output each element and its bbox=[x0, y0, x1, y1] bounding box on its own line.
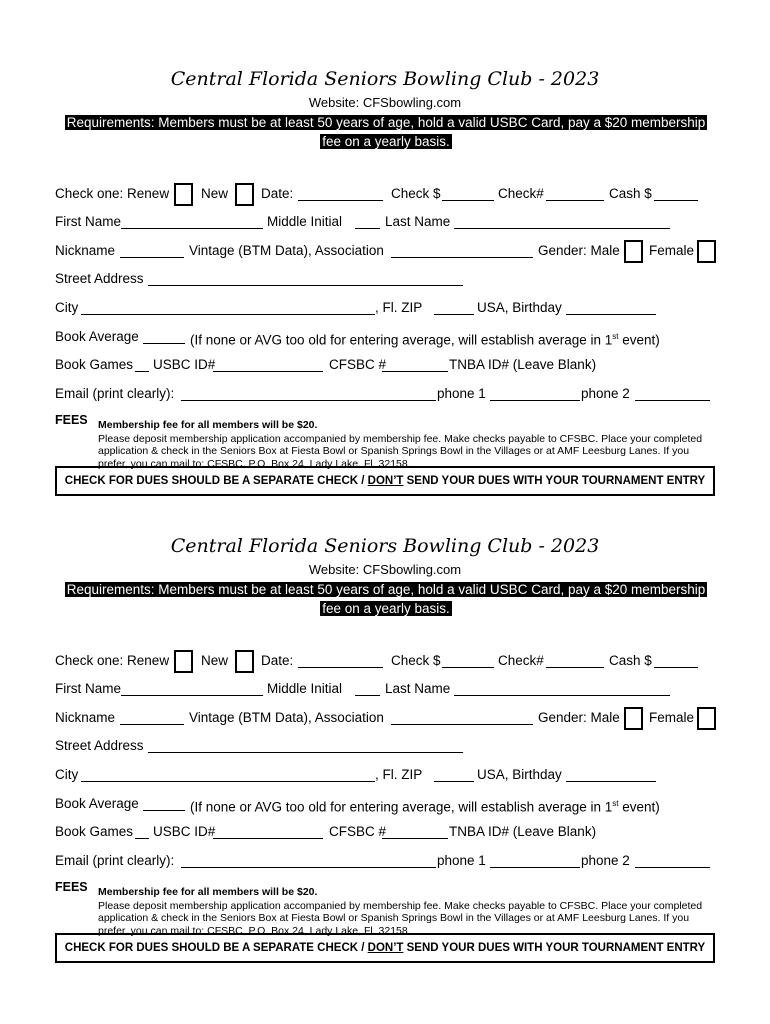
nickname-label: Nickname bbox=[55, 710, 116, 725]
birthday-field[interactable] bbox=[566, 767, 656, 782]
association-field[interactable] bbox=[391, 710, 533, 725]
street-field[interactable] bbox=[148, 738, 463, 753]
check-amount-field[interactable] bbox=[442, 186, 494, 201]
gender-male-label: Gender: Male bbox=[538, 710, 620, 725]
cfsbc-field[interactable] bbox=[382, 357, 448, 372]
last-name-label: Last Name bbox=[385, 681, 451, 696]
city-label: City bbox=[55, 767, 79, 782]
average-note: (If none or AVG too old for entering average, will establish average in 1st event) bbox=[190, 799, 660, 815]
middle-initial-label: Middle Initial bbox=[267, 681, 343, 696]
phone2-label: phone 2 bbox=[581, 386, 630, 401]
book-average-label: Book Average bbox=[55, 796, 139, 811]
last-name-field[interactable] bbox=[454, 214, 670, 229]
middle-initial-field[interactable] bbox=[355, 681, 380, 696]
check-one-row bbox=[55, 183, 730, 205]
zip-label: , Fl. ZIP bbox=[375, 300, 423, 315]
email-row bbox=[55, 850, 730, 872]
street-row bbox=[55, 268, 730, 290]
city-row bbox=[55, 764, 730, 786]
phone1-label: phone 1 bbox=[437, 386, 486, 401]
last-name-label: Last Name bbox=[385, 214, 451, 229]
city-field[interactable] bbox=[81, 767, 375, 782]
new-checkbox[interactable] bbox=[235, 183, 254, 206]
phone2-field[interactable] bbox=[635, 853, 710, 868]
cash-label: Cash $ bbox=[609, 186, 652, 201]
book-games-row bbox=[55, 821, 730, 843]
average-note: (If none or AVG too old for entering average, will establish average in 1st event) bbox=[190, 332, 660, 348]
new-label: New bbox=[201, 653, 229, 668]
birthday-label: USA, Birthday bbox=[477, 300, 562, 315]
date-field[interactable] bbox=[298, 653, 383, 668]
male-checkbox[interactable] bbox=[624, 240, 643, 263]
name-row bbox=[55, 211, 730, 233]
email-label: Email (print clearly): bbox=[55, 853, 175, 868]
phone1-label: phone 1 bbox=[437, 853, 486, 868]
association-field[interactable] bbox=[391, 243, 533, 258]
book-average-label: Book Average bbox=[55, 329, 139, 344]
tnba-label: TNBA ID# (Leave Blank) bbox=[449, 824, 597, 839]
book-games-label: Book Games bbox=[55, 824, 134, 839]
female-label: Female bbox=[649, 243, 695, 258]
zip-field[interactable] bbox=[434, 767, 474, 782]
female-checkbox[interactable] bbox=[697, 707, 716, 730]
requirements-banner: Requirements: Members must be at least 50 years of age, hold a valid USBC Card, pay a $20 membership fee on a yearly basis. bbox=[66, 115, 706, 149]
street-label: Street Address bbox=[55, 271, 144, 286]
city-label: City bbox=[55, 300, 79, 315]
fees-text: Membership fee for all members will be $20. Please deposit membership application accompanied by membership fee. Make checks payable to CFSBC. Place your completed application & check in the Seniors Box at Fiesta Bowl or Spanish Springs Bowl in the Villages or at AMF Leesburg Lanes. If you prefer, you can mail to: CFSBC, P.O. Box 24, Lady Lake, Fl. 32158. bbox=[98, 886, 703, 937]
birthday-field[interactable] bbox=[566, 300, 656, 315]
nickname-row bbox=[55, 240, 730, 262]
phone1-field[interactable] bbox=[490, 853, 580, 868]
phone2-field[interactable] bbox=[635, 386, 710, 401]
cash-field[interactable] bbox=[654, 653, 698, 668]
book-average-field[interactable] bbox=[143, 329, 185, 344]
check-one-label: Check one: Renew bbox=[55, 653, 170, 668]
check-one-label: Check one: Renew bbox=[55, 186, 170, 201]
membership-form-2 bbox=[0, 535, 770, 1005]
cash-label: Cash $ bbox=[609, 653, 652, 668]
date-label: Date: bbox=[261, 186, 294, 201]
form-title: Central Florida Seniors Bowling Club - 2023 bbox=[170, 68, 600, 90]
cfsbc-field[interactable] bbox=[382, 824, 448, 839]
check-amount-field[interactable] bbox=[442, 653, 494, 668]
tnba-label: TNBA ID# (Leave Blank) bbox=[449, 357, 597, 372]
book-games-field[interactable] bbox=[135, 824, 149, 839]
membership-form-1 bbox=[0, 68, 770, 538]
new-label: New bbox=[201, 186, 229, 201]
cash-field[interactable] bbox=[654, 186, 698, 201]
birthday-label: USA, Birthday bbox=[477, 767, 562, 782]
renew-checkbox[interactable] bbox=[174, 650, 193, 673]
name-row bbox=[55, 678, 730, 700]
street-label: Street Address bbox=[55, 738, 144, 753]
fees-label: FEES bbox=[55, 413, 88, 427]
fees-label: FEES bbox=[55, 880, 88, 894]
website-line: Website: CFSbowling.com bbox=[308, 562, 462, 577]
email-field[interactable] bbox=[181, 853, 436, 868]
usbc-id-label: USBC ID# bbox=[153, 824, 216, 839]
cfsbc-label: CFSBC # bbox=[329, 357, 387, 372]
zip-field[interactable] bbox=[434, 300, 474, 315]
gender-male-label: Gender: Male bbox=[538, 243, 620, 258]
female-label: Female bbox=[649, 710, 695, 725]
check-number-label: Check# bbox=[498, 186, 544, 201]
middle-initial-field[interactable] bbox=[355, 214, 380, 229]
book-games-label: Book Games bbox=[55, 357, 134, 372]
email-field[interactable] bbox=[181, 386, 436, 401]
first-name-field[interactable] bbox=[121, 214, 263, 229]
renew-checkbox[interactable] bbox=[174, 183, 193, 206]
middle-initial-label: Middle Initial bbox=[267, 214, 343, 229]
book-games-row bbox=[55, 354, 730, 376]
male-checkbox[interactable] bbox=[624, 707, 643, 730]
vintage-label: Vintage (BTM Data), Association bbox=[189, 243, 384, 258]
usbc-id-field[interactable] bbox=[213, 824, 323, 839]
usbc-id-label: USBC ID# bbox=[153, 357, 216, 372]
requirements-banner: Requirements: Members must be at least 50 years of age, hold a valid USBC Card, pay a $20 membership fee on a yearly basis. bbox=[66, 582, 706, 616]
street-field[interactable] bbox=[148, 271, 463, 286]
check-number-field[interactable] bbox=[546, 186, 604, 201]
cfsbc-label: CFSBC # bbox=[329, 824, 387, 839]
new-checkbox[interactable] bbox=[235, 650, 254, 673]
book-average-field[interactable] bbox=[143, 796, 185, 811]
check-amount-label: Check $ bbox=[391, 653, 441, 668]
city-field[interactable] bbox=[81, 300, 375, 315]
date-label: Date: bbox=[261, 653, 294, 668]
zip-label: , Fl. ZIP bbox=[375, 767, 423, 782]
book-average-row bbox=[55, 793, 730, 815]
first-name-label: First Name bbox=[55, 214, 122, 229]
book-games-field[interactable] bbox=[135, 357, 149, 372]
nickname-row bbox=[55, 707, 730, 729]
vintage-label: Vintage (BTM Data), Association bbox=[189, 710, 384, 725]
first-name-field[interactable] bbox=[121, 681, 263, 696]
last-name-field[interactable] bbox=[454, 681, 670, 696]
usbc-id-field[interactable] bbox=[213, 357, 323, 372]
check-amount-label: Check $ bbox=[391, 186, 441, 201]
street-row bbox=[55, 735, 730, 757]
check-number-label: Check# bbox=[498, 653, 544, 668]
email-label: Email (print clearly): bbox=[55, 386, 175, 401]
check-one-row bbox=[55, 650, 730, 672]
nickname-field[interactable] bbox=[120, 710, 184, 725]
dues-notice: CHECK FOR DUES SHOULD BE A SEPARATE CHECK / DON’T SEND YOUR DUES WITH YOUR TOURNAMENT ENTRY bbox=[55, 466, 715, 496]
email-row bbox=[55, 383, 730, 405]
date-field[interactable] bbox=[298, 186, 383, 201]
check-number-field[interactable] bbox=[546, 653, 604, 668]
dues-notice: CHECK FOR DUES SHOULD BE A SEPARATE CHECK / DON’T SEND YOUR DUES WITH YOUR TOURNAMENT ENTRY bbox=[55, 933, 715, 963]
city-row bbox=[55, 297, 730, 319]
first-name-label: First Name bbox=[55, 681, 122, 696]
female-checkbox[interactable] bbox=[697, 240, 716, 263]
phone1-field[interactable] bbox=[490, 386, 580, 401]
book-average-row bbox=[55, 326, 730, 348]
phone2-label: phone 2 bbox=[581, 853, 630, 868]
website-line: Website: CFSbowling.com bbox=[308, 95, 462, 110]
nickname-field[interactable] bbox=[120, 243, 184, 258]
form-title: Central Florida Seniors Bowling Club - 2023 bbox=[170, 535, 600, 557]
fees-text: Membership fee for all members will be $20. Please deposit membership application accompanied by membership fee. Make checks payable to CFSBC. Place your completed application & check in the Seniors Box at Fiesta Bowl or Spanish Springs Bowl in the Villages or at AMF Leesburg Lanes. If you prefer, you can mail to: CFSBC, P.O. Box 24, Lady Lake, Fl. 32158. bbox=[98, 419, 703, 470]
nickname-label: Nickname bbox=[55, 243, 116, 258]
